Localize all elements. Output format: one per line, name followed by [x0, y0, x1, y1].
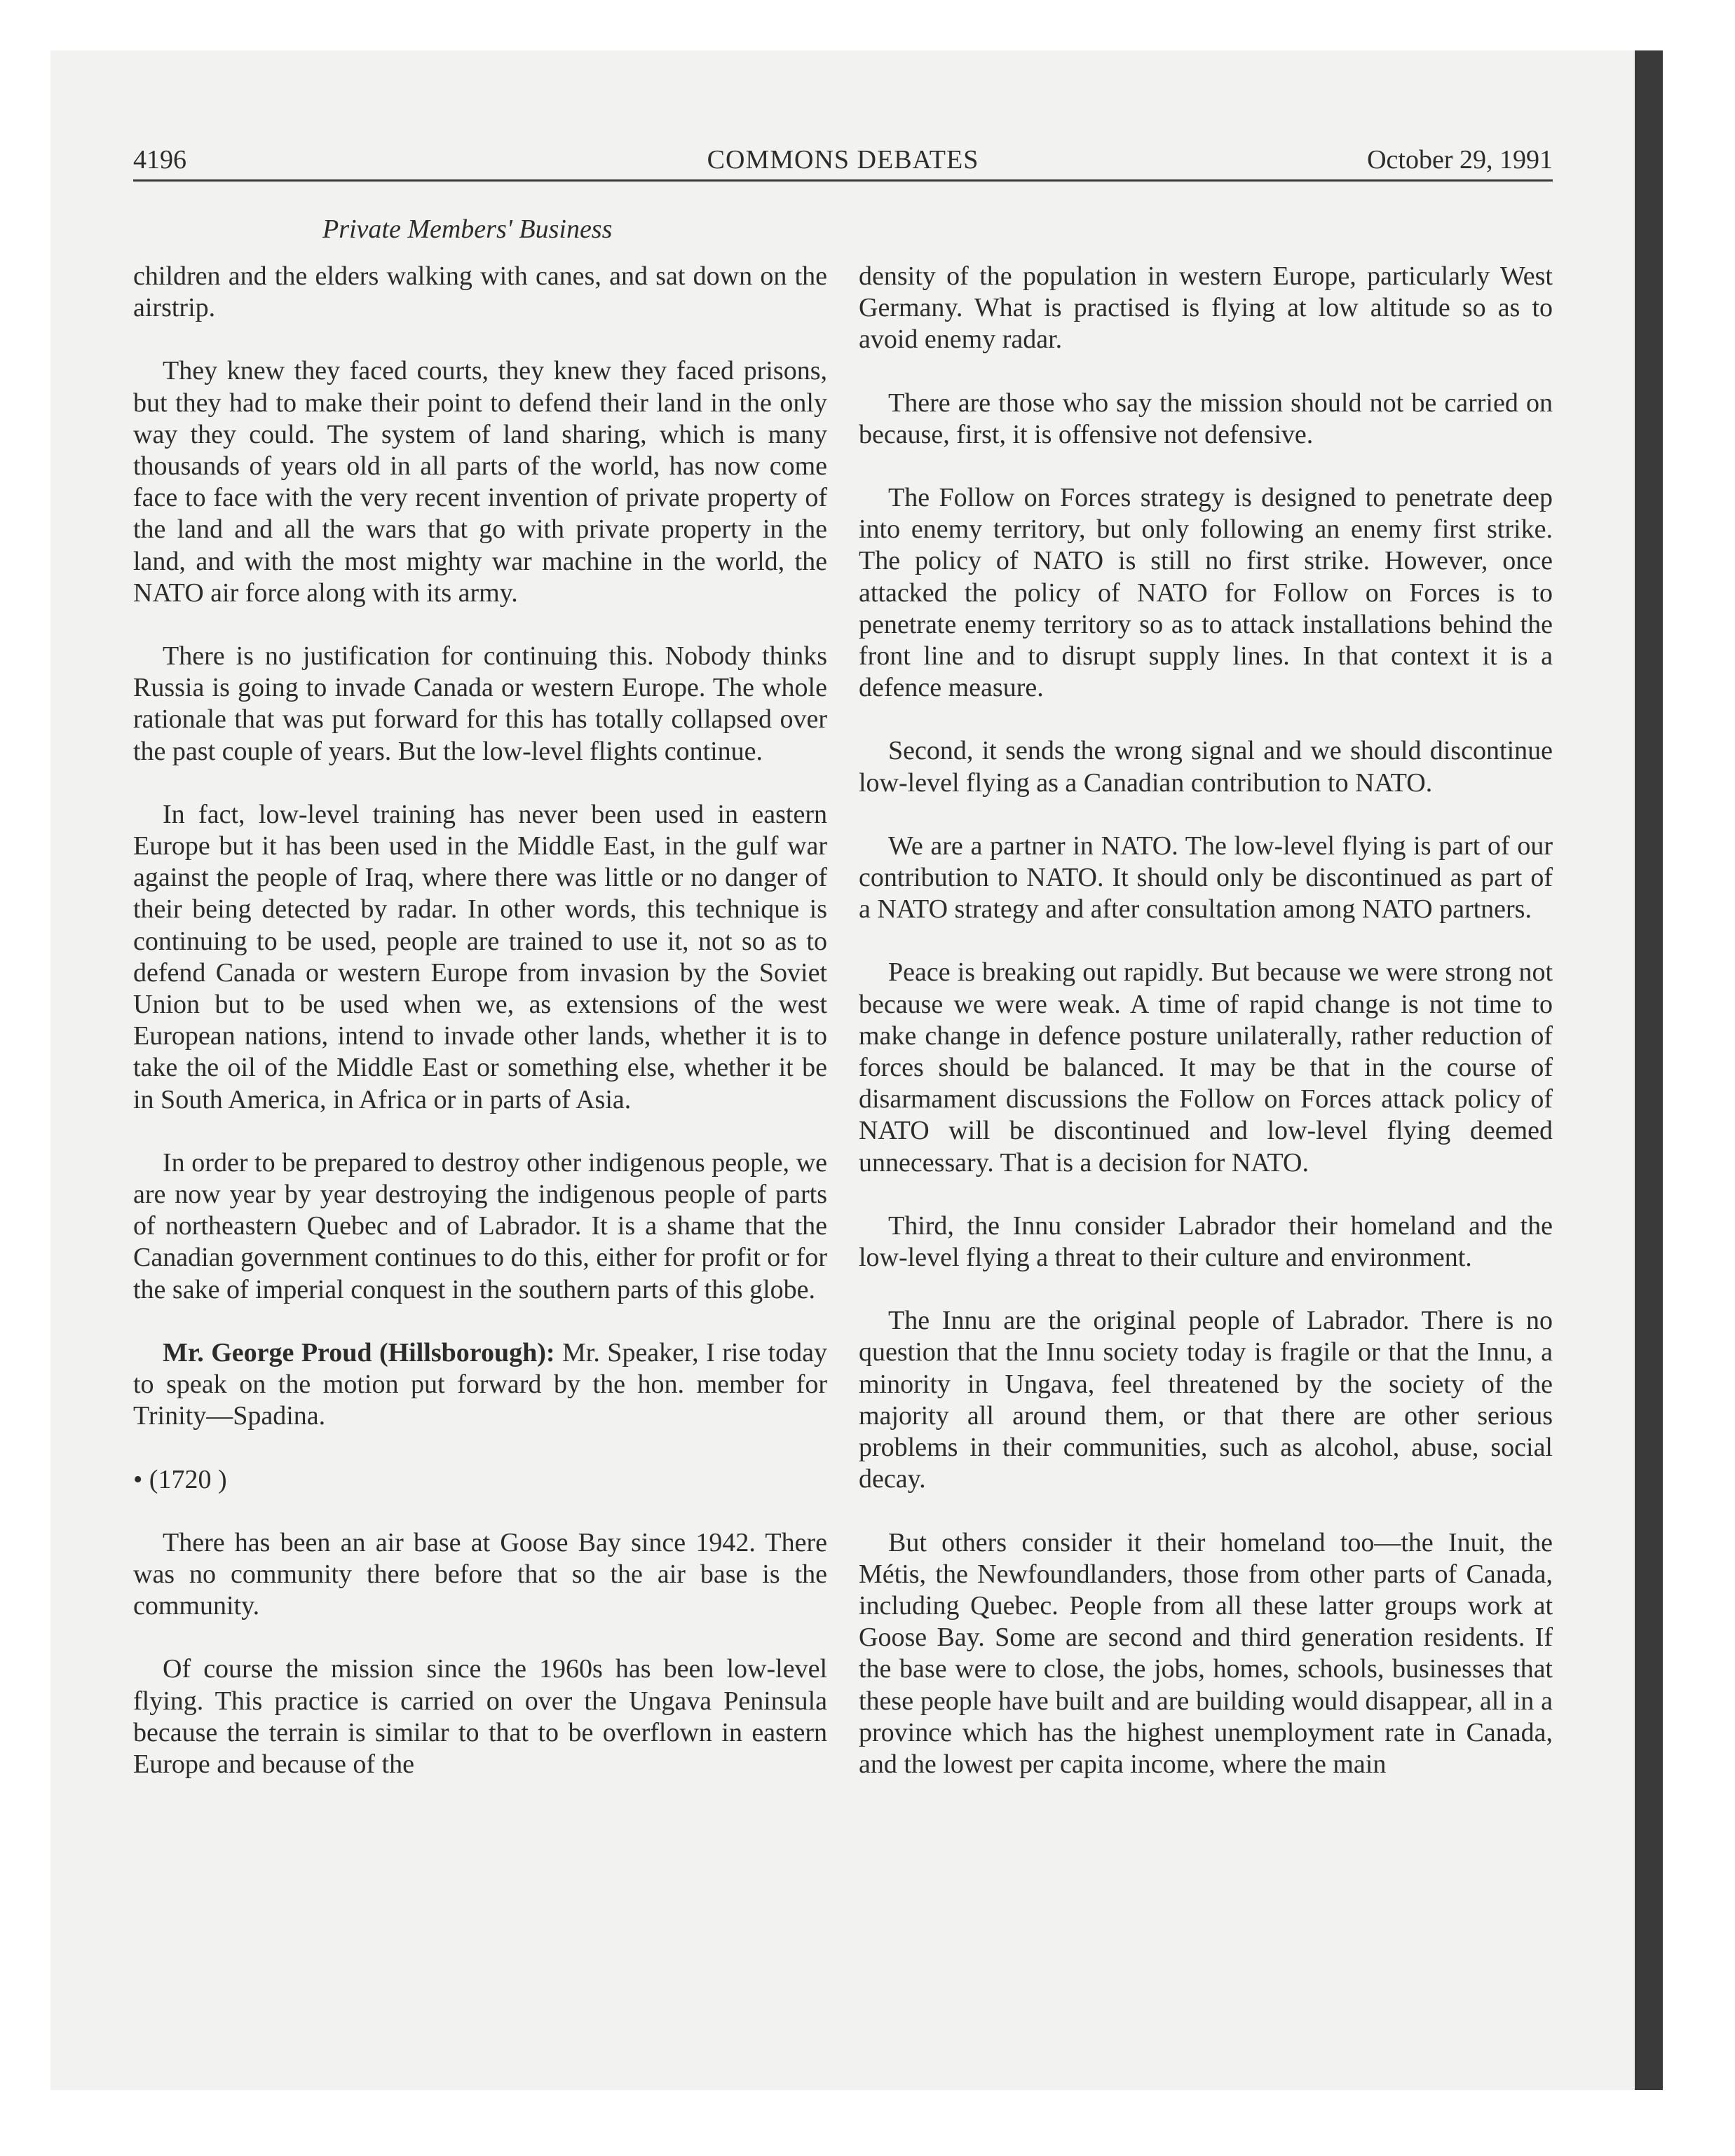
scan-edge-shadow	[1635, 50, 1663, 2090]
paragraph: Second, it sends the wrong signal and we should discontinue low-level flying as a Canadian contribution to NATO.	[859, 736, 1553, 798]
paragraph: Peace is breaking out rapidly. But because we were strong not because we were weak. A time of rapid change is not time to make change in defence posture unilaterally, rather reduction of forces should be balanced. It may be that in the course of disarmament discussions the Follow on Forces attack policy of NATO will be discontinued and low-level flying deemed unnecessary. That is a decision for NATO.	[859, 957, 1553, 1178]
left-column	[133, 261, 827, 1812]
paragraph: There is no justification for continuing this. Nobody thinks Russia is going to invade Canada or western Europe. The whole rationale that was put forward for this has totally collapsed over the past couple of years. But the low-level flights continue.	[133, 641, 827, 766]
paragraph: There are those who say the mission should not be carried on because, first, it is offensive not defensive.	[859, 388, 1553, 449]
paragraph: There has been an air base at Goose Bay since 1942. There was no community there before that so the air base is the community.	[133, 1527, 827, 1621]
speech-text: Mr. Speaker, I rise today to speak on the motion put forward by the hon. member for Trinity—Spadina.	[133, 1337, 828, 1431]
time-marker: • (1720 )	[133, 1464, 227, 1494]
right-column	[859, 261, 1553, 1812]
journal-title: COMMONS DEBATES	[707, 145, 979, 175]
paragraph: density of the population in western Europe, particularly West Germany. What is practised is flying at low altitude so as to avoid enemy radar.	[859, 261, 1553, 355]
paragraph: In fact, low-level training has never been used in eastern Europe but it has been used in the Middle East, in the gulf war against the people of Iraq, where there was little or no danger of their being detected by radar. In other words, this technique is continuing to be used, people are trained to use it, not so as to defend Canada or western Europe from invasion by the Soviet Union but to be used when we, as extensions of the west European nations, intend to invade other lands, whether it is to take the oil of the Middle East or something else, whether it be in South America, in Africa or in parts of Asia.	[133, 799, 827, 1114]
paragraph: We are a partner in NATO. The low-level flying is part of our contribution to NATO. It should only be discontinued as part of a NATO strategy and after consultation among NATO partners.	[859, 831, 1553, 925]
paragraph: Third, the Innu consider Labrador their homeland and the low-level flying a threat to their culture and environment.	[859, 1210, 1553, 1273]
speaker-name: Mr. George Proud (Hillsborough):	[163, 1337, 555, 1367]
page-date: October 29, 1991	[1367, 145, 1553, 175]
paragraph: They knew they faced courts, they knew they faced prisons, but they had to make their point to defend their land in the only way they could. The system of land sharing, which is many thousands of years old in all parts of the world, has now come face to face with the very recent invention of private property of the land and all the wars that go with private property in the land, and with the most mighty war machine in the world, the NATO air force along with its army.	[133, 356, 827, 608]
paragraph: The Follow on Forces strategy is designed to penetrate deep into enemy territory, but only following an enemy first strike. The policy of NATO is still no first strike. However, once attacked the policy of NATO for Follow on Forces is to penetrate enemy territory so as to attack installations behind the front line and to disrupt supply lines. In that context it is a defence measure.	[859, 483, 1553, 703]
paragraph: But others consider it their homeland too—the Inuit, the Métis, the Newfoundlanders, those from other parts of Canada, including Quebec. People from all these latter groups work at Goose Bay. Some are second and third generation residents. If the base were to close, the jobs, homes, schools, businesses that these people have built and are building would disappear, all in a province which has the highest unemployment rate in Canada, and the lowest per capita income, where the main	[859, 1527, 1553, 1779]
section-label: Private Members' Business	[322, 214, 613, 244]
paragraph: Of course the mission since the 1960s has been low-level flying. This practice is carried on over the Ungava Peninsula because the terrain is similar to that to be overflown in eastern Europe and because of the	[133, 1654, 827, 1779]
speech-paragraph	[133, 1337, 827, 1433]
paragraph: children and the elders walking with canes, and sat down on the airstrip.	[133, 261, 827, 323]
paragraph: In order to be prepared to destroy other indigenous people, we are now year by year destroying the indigenous people of parts of northeastern Quebec and of Labrador. It is a shame that the Canadian government continues to do this, either for profit or for the sake of imperial conquest in the southern parts of this globe.	[133, 1147, 827, 1304]
paragraph: The Innu are the original people of Labrador. There is no question that the Innu society today is fragile or that the Innu, a minority in Ungava, feel threatened by the society of the majority all around them, or that there are other serious problems in their communities, such as alcohol, abuse, social decay.	[859, 1306, 1553, 1494]
page-header	[133, 140, 1553, 182]
page-number: 4196	[133, 145, 186, 175]
